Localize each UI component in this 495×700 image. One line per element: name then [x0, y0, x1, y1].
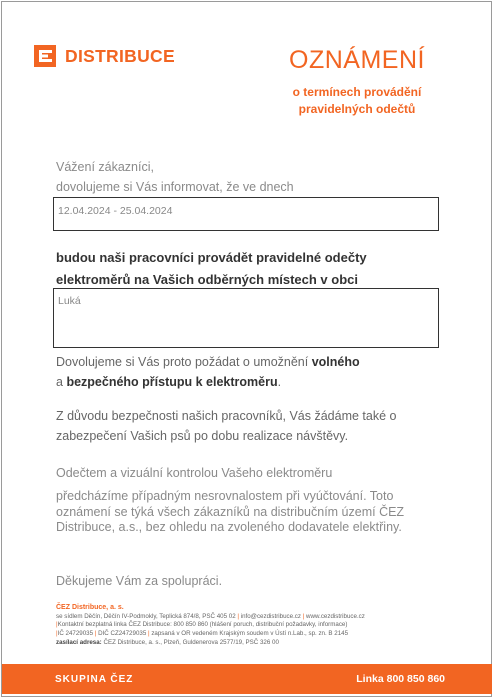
company-ic: IČ 24729035 [57, 630, 94, 638]
company-dic: DIČ CZ24729035 [98, 630, 147, 638]
company-line-1: se sídlem Děčín, Děčín IV-Podmokly, Teplická 874/8, PSČ 405 02 | info@cezdistribuce.cz | www.cezdistribuce.cz [56, 612, 365, 620]
dates-value: 12.04.2024 - 25.04.2024 [58, 205, 173, 217]
company-web-link[interactable]: www.cezdistribuce.cz [306, 612, 365, 620]
group-label: SKUPINA ČEZ [55, 673, 134, 685]
mailing-address-label: zasílací adresa: [56, 638, 102, 646]
brand-logo [34, 45, 175, 67]
notice-subtitle [252, 84, 462, 118]
mailing-address-value: ČEZ Distribuce, a. s., Plzeň, Guldenerova 2577/19, PSČ 326 00 [103, 638, 279, 646]
dates-field[interactable] [53, 197, 439, 231]
reading-paragraph [56, 463, 446, 536]
company-register: zapsaná v OR vedeném Krajským soudem v Ústí n.Lab., sp. zn. B 2145 [151, 630, 349, 638]
notice-title: OZNÁMENÍ [289, 46, 425, 74]
brand-name: DISTRIBUCE [65, 45, 175, 66]
p3-rest: předcházíme případným nesrovnalostem při vyúčtování. Toto oznámení se týká všech zákazníků na distribučním území ČEZ Distribuce, a.s., bez ohledu na zvoleného dodavatele elektřiny. [56, 489, 405, 534]
access-request-paragraph [56, 352, 446, 392]
p1-text-1: Dovolujeme si Vás proto požádat o umožnění [56, 355, 312, 369]
statement [56, 247, 436, 291]
company-line-2: |Kontaktní bezplatná linka ČEZ Distribuce: 800 850 860 (hlášení poruch, distribuční požadavky, informace) [56, 621, 348, 629]
statement-line-1: budou naši pracovníci provádět pravidelné odečty [56, 250, 367, 265]
dogs-paragraph: Z důvodu bezpečnosti našich pracovníků, Vás žádáme také o zabezpečení Vašich psů po dobu realizace návštěvy. [56, 409, 397, 443]
subtitle-line-2: pravidelných odečtů [298, 102, 416, 116]
company-line-4 [56, 639, 456, 648]
greeting-line-2: dovolujeme si Vás informovat, že ve dnech [56, 180, 294, 194]
p1-text-2: a [56, 375, 67, 389]
p3-line-1: Odečtem a vizuální kontrolou Vašeho elektroměru [56, 466, 333, 480]
company-address: se sídlem Děčín, Děčín IV-Podmokly, Teplická 874/8, PSČ 405 02 [56, 612, 236, 620]
subtitle-line-1: o termínech provádění [292, 85, 422, 99]
company-hotline-info: Kontaktní bezplatná linka ČEZ Distribuce: 800 850 860 (hlášení poruch, distribuční požadavky, informace) [57, 621, 348, 629]
greeting [56, 157, 294, 197]
statement-line-2: elektroměrů na Vašich odběrných místech v obci [56, 272, 358, 287]
place-value: Luká [58, 295, 81, 307]
p1-text-3: . [277, 375, 282, 389]
footer-bar [2, 664, 492, 694]
company-line-3: |IČ 24729035 | DIČ CZ24729035 | zapsaná v OR vedeném Krajským soudem v Ústí n.Lab., sp. zn. B 2145 [56, 630, 349, 638]
place-field[interactable] [53, 288, 439, 348]
greeting-line-1: Vážení zákazníci, [56, 160, 154, 174]
company-info [56, 604, 456, 648]
thanks-text: Děkujeme Vám za spolupráci. [56, 574, 223, 588]
company-name: ČEZ Distribuce, a. s. [56, 604, 124, 611]
hotline-label: Linka 800 850 860 [356, 673, 445, 685]
cez-logo-icon [34, 45, 56, 67]
p1-bold-2: bezpečného přístupu k elektroměru [66, 375, 278, 389]
company-email-link[interactable]: info@cezdistribuce.cz [240, 612, 301, 620]
p1-bold-1: volného [311, 355, 360, 369]
